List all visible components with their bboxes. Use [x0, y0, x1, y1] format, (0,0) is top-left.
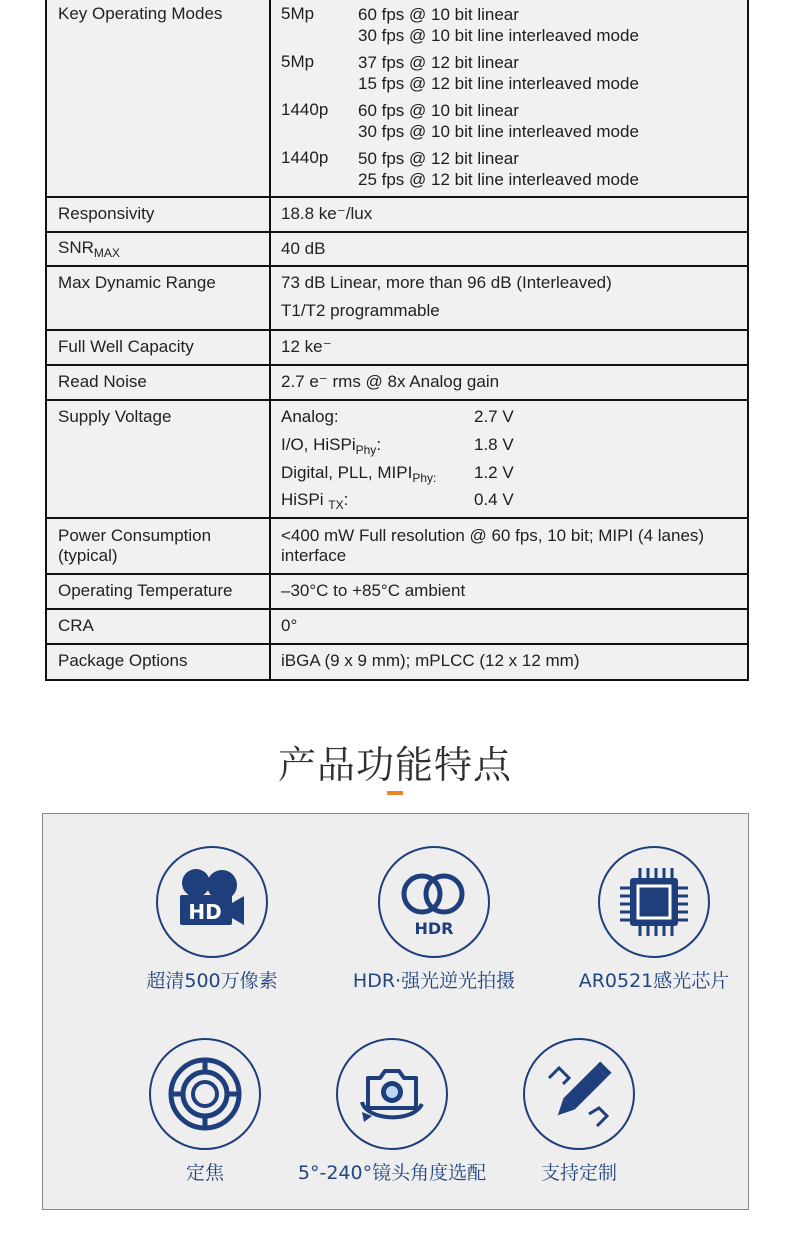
- feature-item: [554, 846, 754, 993]
- feature-icon-circle: [336, 1038, 448, 1150]
- row-label: [58, 238, 120, 258]
- spec-table: [45, 0, 749, 681]
- voltage-name: [281, 463, 436, 483]
- table-row-power: [47, 517, 747, 575]
- feature-label: 5°-240°镜头角度选配: [297, 1162, 487, 1184]
- feature-item: [112, 846, 312, 993]
- mode-line: 50 fps @ 12 bit linear: [358, 149, 519, 168]
- voltage-value: 0.4 V: [474, 490, 514, 509]
- row-value: 2.7 e⁻ rms @ 8x Analog gain: [281, 372, 500, 391]
- table-row-full-well: [47, 329, 747, 366]
- voltage-name: [281, 407, 339, 427]
- row-value: interface: [281, 546, 347, 565]
- row-label: Read Noise: [58, 372, 147, 391]
- voltage-name-text: Digital, PLL, MIPI: [281, 463, 413, 482]
- table-row-snr: [47, 231, 747, 267]
- table-row-supply-voltage: [47, 399, 747, 519]
- row-value: –30°C to +85°C ambient: [281, 581, 466, 600]
- mode-line: 30 fps @ 10 bit line interleaved mode: [358, 26, 639, 45]
- mode-resolution: 1440p: [281, 148, 329, 167]
- voltage-value: 2.7 V: [474, 407, 514, 426]
- voltage-name-text: Analog:: [281, 407, 339, 426]
- row-value: 40 dB: [281, 239, 326, 258]
- snr-label: SNR: [58, 238, 94, 257]
- hd-camera-icon: [174, 867, 250, 937]
- table-row-package: [47, 643, 747, 679]
- row-label: Package Options: [58, 651, 188, 670]
- voltage-suffix: :: [343, 490, 349, 509]
- row-value: 18.8 ke⁻/lux: [281, 204, 373, 223]
- table-row-read-noise: [47, 364, 747, 401]
- hdr-icon: [394, 862, 474, 942]
- feature-icon-circle: [598, 846, 710, 958]
- row-value: T1/T2 programmable: [281, 301, 440, 320]
- row-label: CRA: [58, 616, 94, 635]
- voltage-subscript: Phy:: [412, 471, 437, 485]
- feature-icon-circle: [523, 1038, 635, 1150]
- feature-item: [292, 1038, 492, 1185]
- feature-label: AR0521感光芯片: [578, 970, 730, 992]
- svg-text:HD: HD: [188, 900, 222, 924]
- table-row-key-modes: [47, 0, 747, 198]
- voltage-suffix: :: [376, 435, 382, 454]
- title-accent-bar: [387, 791, 403, 795]
- row-value: 12 ke⁻: [281, 337, 332, 356]
- customize-pencil-icon: [541, 1056, 617, 1132]
- table-row-cra: [47, 608, 747, 645]
- mode-line: 15 fps @ 12 bit line interleaved mode: [358, 74, 639, 93]
- row-label: Operating Temperature: [58, 581, 233, 600]
- voltage-value: 1.2 V: [474, 463, 514, 482]
- mode-line: 60 fps @ 10 bit linear: [358, 101, 519, 120]
- row-label: Max Dynamic Range: [58, 273, 216, 292]
- row-label: (typical): [58, 546, 118, 565]
- feature-item: [105, 1038, 305, 1185]
- feature-icon-circle: [156, 846, 268, 958]
- mode-resolution: 5Mp: [281, 4, 315, 23]
- camera-rotate-icon: [352, 1054, 432, 1134]
- feature-label: 支持定制: [540, 1162, 617, 1184]
- mode-line: 30 fps @ 10 bit line interleaved mode: [358, 122, 639, 141]
- focus-lens-icon: [165, 1054, 245, 1134]
- mode-resolution: 5Mp: [281, 52, 315, 71]
- table-row-dynamic-range: [47, 265, 747, 331]
- mode-resolution: 1440p: [281, 100, 329, 119]
- table-row-temperature: [47, 573, 747, 610]
- feature-icon-circle: [149, 1038, 261, 1150]
- feature-icon-circle: [378, 846, 490, 958]
- row-value: 73 dB Linear, more than 96 dB (Interleaved): [281, 273, 612, 292]
- features-panel: [42, 813, 749, 1210]
- row-label: Responsivity: [58, 204, 155, 223]
- feature-label: HDR·强光逆光拍摄: [352, 970, 516, 992]
- row-label: Power Consumption: [58, 526, 212, 545]
- row-label: Full Well Capacity: [58, 337, 194, 356]
- chip-icon: [616, 864, 692, 940]
- feature-item: [334, 846, 534, 993]
- voltage-name-text: I/O, HiSPi: [281, 435, 356, 454]
- mode-line: 25 fps @ 12 bit line interleaved mode: [358, 170, 639, 189]
- svg-text:HDR: HDR: [414, 919, 454, 938]
- section-title: 产品功能特点: [277, 743, 512, 787]
- row-value: iBGA (9 x 9 mm); mPLCC (12 x 12 mm): [281, 651, 580, 670]
- row-value: <400 mW Full resolution @ 60 fps, 10 bit; MIPI (4 lanes): [281, 526, 705, 545]
- snr-subscript: MAX: [93, 246, 120, 260]
- voltage-value: 1.8 V: [474, 435, 514, 454]
- row-label: Key Operating Modes: [58, 4, 223, 23]
- voltage-name: [281, 435, 381, 455]
- voltage-name-text: HiSPi: [281, 490, 329, 509]
- row-value: 0°: [281, 616, 298, 635]
- voltage-subscript: TX: [328, 498, 344, 512]
- voltage-name: [281, 490, 348, 510]
- table-row-responsivity: [47, 196, 747, 233]
- mode-line: 37 fps @ 12 bit linear: [358, 53, 519, 72]
- mode-line: 60 fps @ 10 bit linear: [358, 5, 519, 24]
- feature-item: [479, 1038, 679, 1185]
- feature-label: 超清500万像素: [146, 970, 278, 992]
- feature-label: 定焦: [185, 1162, 224, 1184]
- voltage-subscript: Phy: [355, 443, 377, 457]
- row-label: Supply Voltage: [58, 407, 172, 426]
